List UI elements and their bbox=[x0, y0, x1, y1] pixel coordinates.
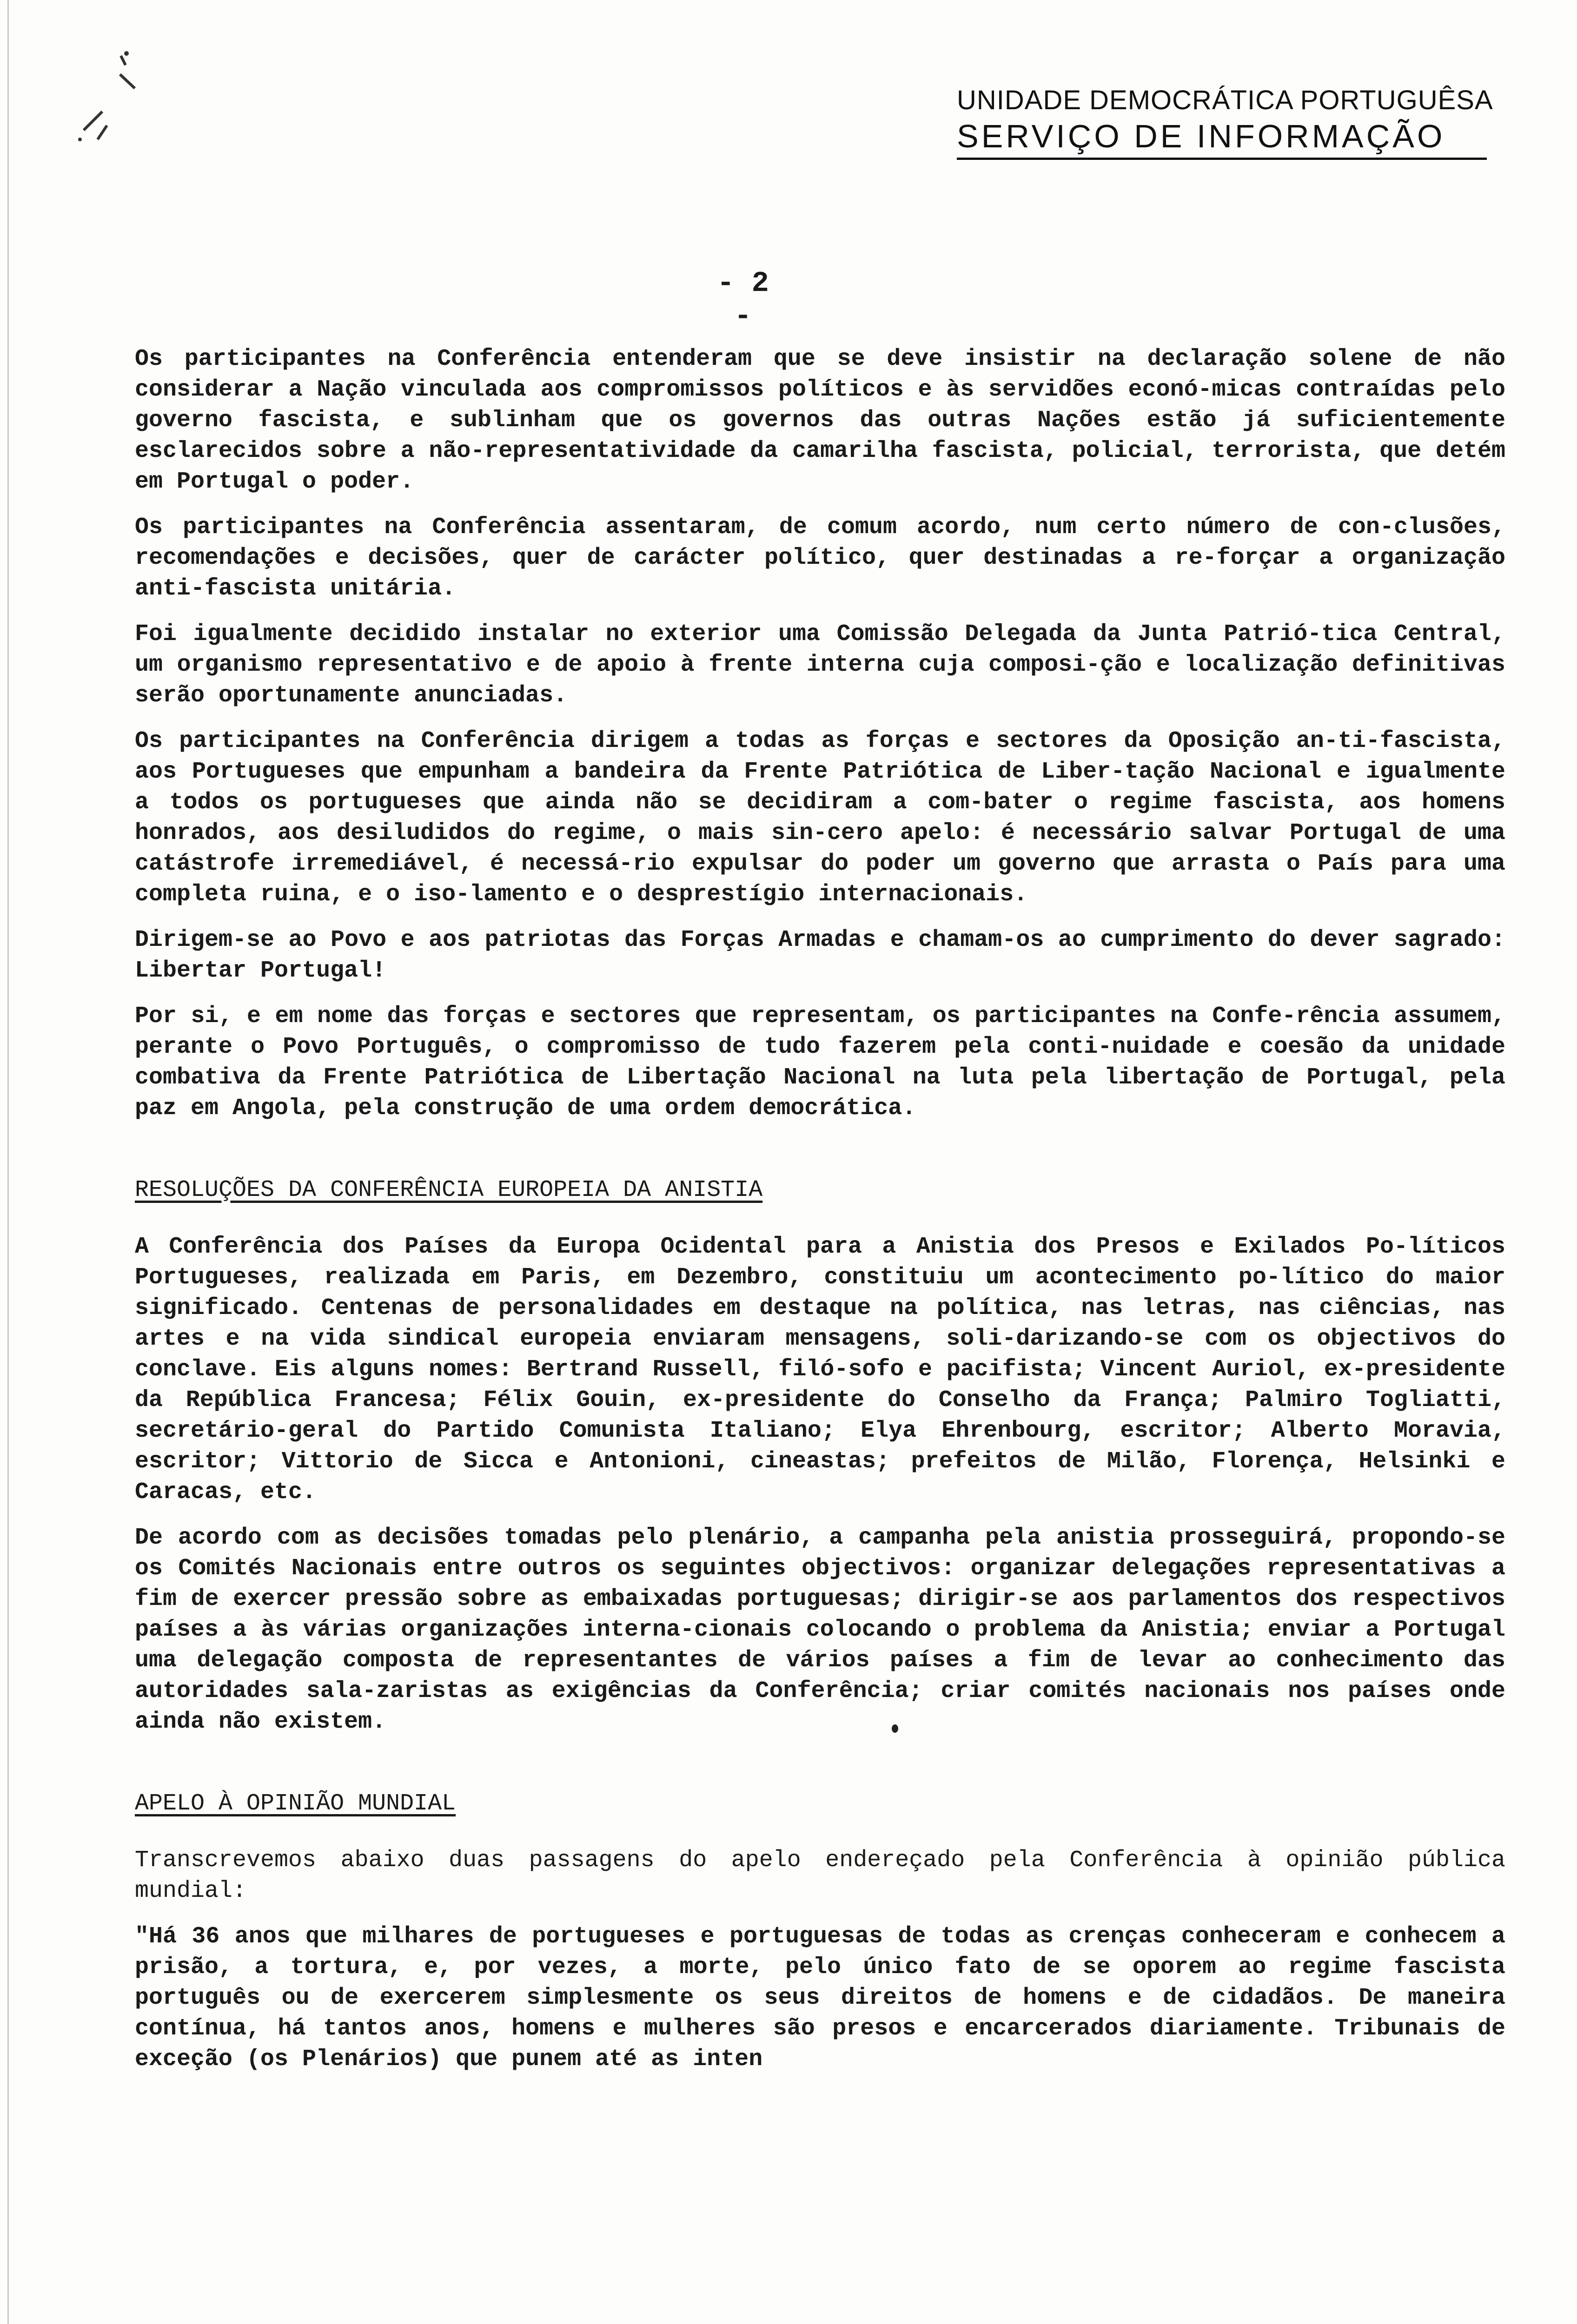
paragraph: Os participantes na Conferência assentaram, de comum acordo, num certo número de con-clusões, recomendações e decisões, quer de carácter político, quer destinadas a re-forçar a organização anti-fascista unitária. bbox=[135, 514, 1505, 602]
paragraph: Dirigem-se ao Povo e aos patriotas das Forças Armadas e chamam-os ao cumprimento do dever sagrado: Libertar Portugal! bbox=[135, 927, 1505, 984]
paragraph: Por si, e em nome das forças e sectores que representam, os participantes na Confe-rência assumem, perante o Povo Português, o compromisso de tudo fazerem pela conti-nuidade e coesão da unidade combativa da Frente Patriótica de Libertação Nacional na luta pela libertação de Portugal, pela paz em Angola, pela construção de uma ordem democrática. bbox=[135, 1003, 1505, 1122]
scan-edge-line bbox=[7, 0, 9, 2324]
letterhead bbox=[957, 85, 1493, 160]
ink-dot bbox=[892, 1724, 898, 1733]
paragraph: A Conferência dos Países da Europa Ocidental para a Anistia dos Presos e Exilados Po-líticos Portugueses, realizada em Paris, em Dezembro, constituiu um acontecimento po-lítico do maior significado. Centenas de personalidades em destaque na política, nas letras, nas ciências, nas artes e na vida sindical europeia enviaram mensagens, soli-darizando-se com os objectivos do conclave. Eis alguns nomes: Bertrand Russell, filó-sofo e pacifista; Vincent Auriol, ex-presidente da República Francesa; Félix Gouin, ex-presidente do Conselho da França; Palmiro Togliatti, secretário-geral do Partido Comunista Italiano; Elya Ehrenbourg, escritor; Alberto Moravia, escritor; Vittorio de Sicca e Antonioni, cineastas; prefeitos de Milão, Florença, Helsinki e Caracas, etc. bbox=[135, 1234, 1505, 1505]
service-name: SERVIÇO DE INFORMAÇÃO bbox=[957, 118, 1445, 154]
page-number: - 2 - bbox=[717, 267, 769, 333]
document-body bbox=[135, 344, 1505, 2090]
paragraph: Os participantes na Conferência entenderam que se deve insistir na declaração solene de não considerar a Nação vinculada aos compromissos políticos e às servidões econó-micas contraídas pelo governo fascista, e sublinham que os governos das outras Nações estão já suficientemente esclarecidos sobre a não-representatividade da camarilha fascista, policial, terrorista, que detém em Portugal o poder. bbox=[135, 346, 1505, 495]
section-heading-resolucoes: RESOLUÇÕES DA CONFERÊNCIA EUROPEIA DA ANISTIA bbox=[135, 1177, 763, 1203]
paragraph: Os participantes na Conferência dirigem a todas as forças e sectores da Oposição an-ti-fascista, aos Portugueses que empunham a bandeira da Frente Patriótica de Liber-tação Nacional e igualmente a todos os portugueses que ainda não se decidiram a com-bater o regime fascista, aos homens honrados, aos desiludidos do regime, o mais sin-cero apelo: é necessário salvar Portugal de uma catástrofe irremediável, é necessá-rio expulsar do poder um governo que arrasta o País para uma completa ruina, e o iso-lamento e o desprestígio internacionais. bbox=[135, 728, 1505, 908]
organization-name: UNIDADE DEMOCRÁTICA PORTUGUÊSA bbox=[957, 85, 1493, 115]
paragraph: "Há 36 anos que milhares de portugueses e portuguesas de todas as crenças conheceram e conhecem a prisão, a tortura, e, por vezes, a morte, pelo único fato de se oporem ao regime fascista português ou de exercerem simplesmente os seus direitos de homens e de cidadãos. De maneira contínua, há tantos anos, homens e mulheres são presos e encarcerados diariamente. Tribunais de exceção (os Plenários) que punem até as inten bbox=[135, 1923, 1505, 2073]
paragraph: Transcrevemos abaixo duas passagens do apelo endereçado pela Conferência à opinião pública mundial: bbox=[135, 1847, 1505, 1904]
paragraph: Foi igualmente decidido instalar no exterior uma Comissão Delegada da Junta Patrió-tica Central, um organismo representativo e de apoio à frente interna cuja composi-ção e localização definitivas serão oportunamente anunciadas. bbox=[135, 621, 1505, 709]
section-heading-apelo: APELO À OPINIÃO MUNDIAL bbox=[135, 1790, 456, 1817]
scan-specks bbox=[70, 46, 163, 158]
paragraph: De acordo com as decisões tomadas pelo plenário, a campanha pela anistia prosseguirá, propondo-se os Comités Nacionais entre outros os seguintes objectivos: organizar delegações representativas a fim de exercer pressão sobre as embaixadas portuguesas; dirigir-se aos parlamentos dos respectivos países a às várias organizações interna-cionais colocando o problema da Anistia; enviar a Portugal uma delegação composta de representantes de vários países a fim de levar ao conhecimento das autoridades sala-zaristas as exigências da Conferência; criar comités nacionais nos países onde ainda não existem. bbox=[135, 1525, 1505, 1735]
header-rule bbox=[957, 158, 1487, 160]
